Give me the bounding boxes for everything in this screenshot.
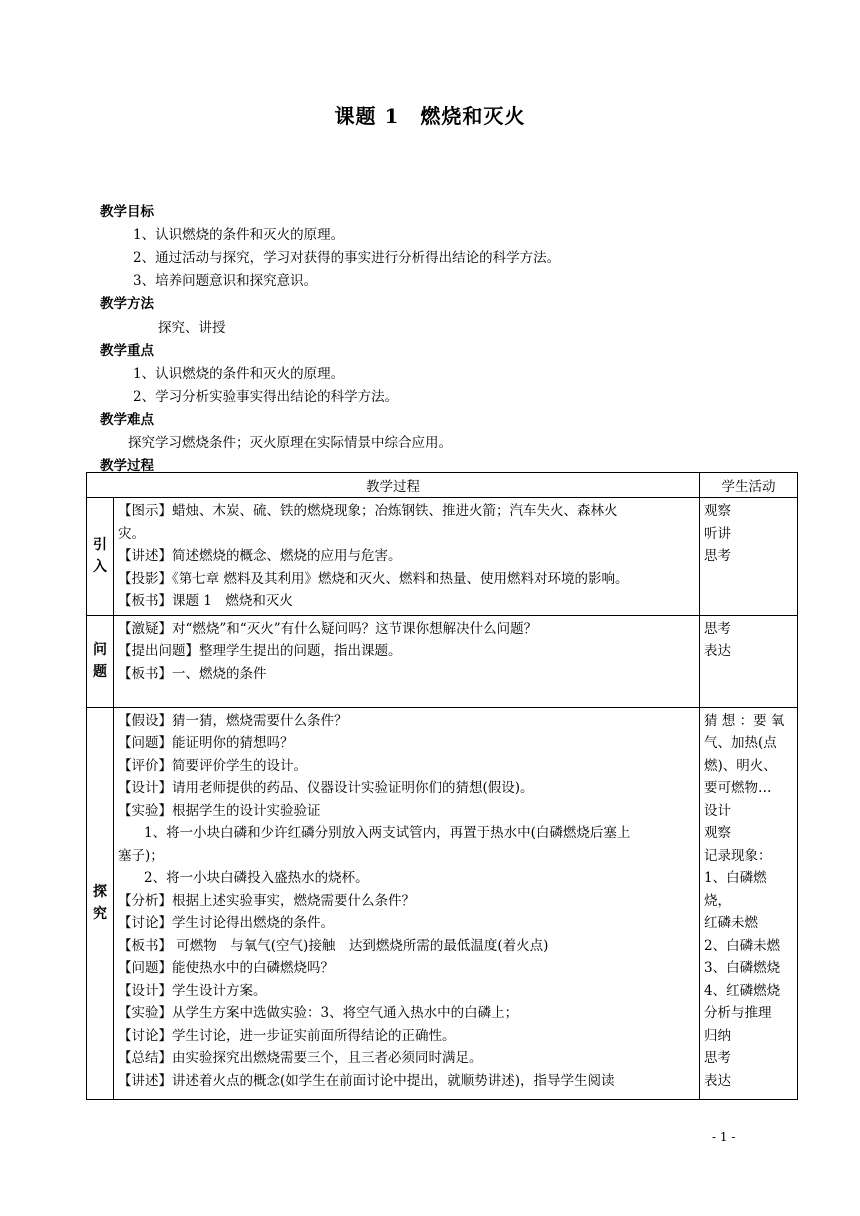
focus-heading: 教学重点 bbox=[100, 343, 154, 359]
stage-cell: 探 究 bbox=[87, 707, 114, 1099]
goal-item: 2、通过活动与探究，学习对获得的事实进行分析得出结论的科学方法。 bbox=[133, 250, 561, 266]
goal-item: 3、培养问题意识和探究意识。 bbox=[133, 273, 318, 289]
page-title: 课题 1 燃烧和灭火 bbox=[334, 104, 526, 128]
process-heading: 教学过程 bbox=[100, 458, 154, 474]
activity-cell: 猜 想 ：要 氧 气、加热(点 燃)、明火、 要可燃物… 设计 观察 记录现象： 1、白磷燃烧， 红磷未燃 2、白磷未燃 3、白磷燃烧 4、红磷燃烧 分析与推理 归纳 思考 表达 bbox=[700, 707, 798, 1099]
table-header-row bbox=[87, 473, 798, 498]
page-number: - 1 - bbox=[712, 1130, 736, 1144]
activity-cell: 思考 表达 bbox=[700, 615, 798, 707]
table-row bbox=[87, 498, 798, 616]
table-row bbox=[87, 707, 798, 1099]
header-activity: 学生活动 bbox=[700, 473, 798, 498]
difficulty-heading: 教学难点 bbox=[100, 412, 154, 428]
goal-item: 1、认识燃烧的条件和灭火的原理。 bbox=[133, 227, 345, 243]
table-row bbox=[87, 615, 798, 707]
difficulty-text: 探究学习燃烧条件；灭火原理在实际情景中综合应用。 bbox=[128, 435, 452, 451]
stage-cell: 问 题 bbox=[87, 615, 114, 707]
header-process: 教学过程 bbox=[87, 473, 700, 498]
stage-cell: 引 入 bbox=[87, 498, 114, 616]
content-cell: 【图示】蜡烛、木炭、硫、铁的燃烧现象；冶炼钢铁、推进火箭；汽车失火、森林火 灾。 【讲述】简述燃烧的概念、燃烧的应用与危害。 【投影】《第七章 燃料及其利用》燃烧和灭火、燃料和热量、使用燃料对环境的影响。 【板书】课题 1 燃烧和灭火 bbox=[114, 498, 700, 616]
goals-heading: 教学目标 bbox=[100, 204, 154, 220]
method-text: 探究、讲授 bbox=[158, 320, 226, 336]
content-cell: 【假设】猜一猜，燃烧需要什么条件？ 【问题】能证明你的猜想吗？ 【评价】简要评价学生的设计。 【设计】请用老师提供的药品、仪器设计实验证明你们的猜想(假设)。 【实验】根据学生的设计实验验证 1、将一小块白磷和少许红磷分别放入两支试管内，再置于热水中(白磷燃烧后塞上 塞子)； 2、将一小块白磷投入盛热水的烧杯。 【分析】根据上述实验事实，燃烧需要什么条件？ 【讨论】学生讨论得出燃烧的条件。 【板书】 可燃物 与氧气(空气)接触 达到燃烧所需的最低温度(着火点) 【问题】能使热水中的白磷燃烧吗？ 【设计】学生设计方案。 【实验】从学生方案中选做实验：3、将空气通入热水中的白磷上； 【讨论】学生讨论，进一步证实前面所得结论的正确性。 【总结】由实验探究出燃烧需要三个，且三者必须同时满足。 【讲述】讲述着火点的概念(如学生在前面讨论中提出，就顺势讲述)，指导学生阅读 bbox=[114, 707, 700, 1099]
content-cell: 【激疑】对“燃烧”和“灭火”有什么疑问吗？这节课你想解决什么问题？ 【提出问题】整理学生提出的问题，指出课题。 【板书】一、燃烧的条件 bbox=[114, 615, 700, 707]
method-heading: 教学方法 bbox=[100, 296, 154, 312]
activity-cell: 观察 听讲 思考 bbox=[700, 498, 798, 616]
focus-item: 1、认识燃烧的条件和灭火的原理。 bbox=[133, 366, 345, 382]
focus-item: 2、学习分析实验事实得出结论的科学方法。 bbox=[133, 389, 399, 405]
process-table bbox=[86, 472, 798, 1100]
